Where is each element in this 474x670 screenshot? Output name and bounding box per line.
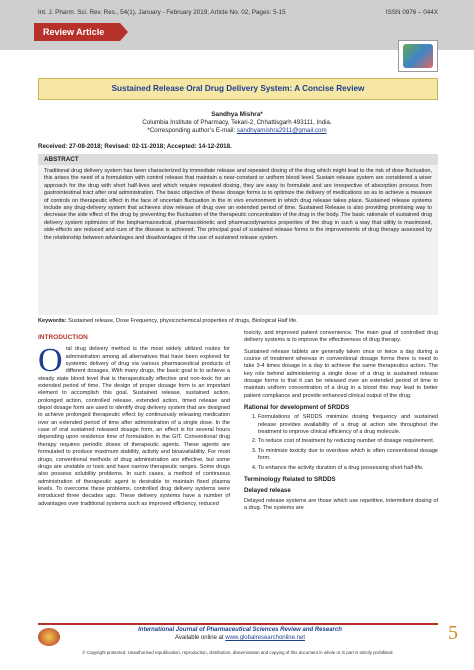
page-number: 5 xyxy=(448,622,458,644)
keywords xyxy=(38,318,438,325)
corresp-label: *Corresponding author’s E-mail: xyxy=(147,127,237,134)
journal-url-link[interactable]: www.globalresearchonline.net xyxy=(225,635,305,641)
delayed-release-heading: Delayed release xyxy=(244,487,291,495)
rationale-heading: Rational for development of SRDDS xyxy=(244,404,350,412)
author-name: Sandhya Mishra* xyxy=(211,111,263,118)
terminology-heading: Terminology Related to SRDDS xyxy=(244,475,336,483)
introduction-heading: INTRODUCTION xyxy=(38,334,88,341)
journal-logo xyxy=(398,40,438,72)
rationale-list xyxy=(244,414,438,471)
publisher-logo xyxy=(38,628,60,646)
right-paragraph-1: toxicity, and improved patient convenience. The main goal of controlled drug delivery systems is to improve the effectiveness of drug therapy. xyxy=(244,330,438,344)
article-dates: Received: 27-08-2018; Revised: 02-11-2018; Accepted: 14-12-2018. xyxy=(38,143,232,150)
left-column xyxy=(38,330,230,585)
abstract-text: Traditional drug delivery system has been characterized by immediate release and repeated dosing of the drug which might lead to the risk of dose fluctuation, this arises the need of a formulation with control release that maintain a near-constant or uniform blood level. Sustain release system are considered a wiser approach for the drug with short half-lives and which require repeated dosing, they are easy to formulate and are irrespective of absorption process from gastrointestinal tract after oral administration. The basic objective of these dosage forms is to optimize the delivery of medications so as to achieve a measure of controls on therapeutic effect in the face of uncertain fluctuation in the in vivo environment in which drug release takes place. Sustained release systems include any drug-delivery system that achieves slow release of drug over an extended period of time. Sustained Release is also providing promising way to decrease the side effect of the drug by preventing the fluctuation of the therapeutic concentration of the drug in the body. The basic rationale of sustained drug delivery system optimizes of the biopharmaceutical, pharmacokinetic and pharmacodynamics properties of the drug in such a way that utility is maximized, side-effects are reduced and cure of the disease is achieved. The principal goal of sustained release forms is the improvements of drug therapy assessed by the relationship between advantages and disadvantages of the use of sustained release system. xyxy=(38,165,438,315)
right-paragraph-2: Sustained release tablets are generally taken once or twice a day during a course of treatment whereas in conventional dosage forms there is need to take 3-4 times dosage in a day to achieve the same therapeutics action. The key role behind administering a single dose of a drug is sustained release dosage forms is that it can be released over an extended period of time to maintain uniform concentration of a drug in a blood this may lead to better patient compliance and provide enhanced clinical output of the drug. xyxy=(244,348,438,399)
intro-paragraph xyxy=(38,342,230,508)
ribbon-tail xyxy=(120,23,128,41)
list-item: 2. To reduce cost of treatment by reducing number of dosage requirement. xyxy=(258,438,438,445)
author-email-link[interactable]: sandhyamishra2911@gmail.com xyxy=(236,127,327,134)
author-affiliation: Columbia Institute of Pharmacy, Tekari-2, Chhattisgarh 493111, India. xyxy=(142,119,332,126)
journal-citation: Int. J. Pharm. Sci. Rev. Res., 54(1), January - February 2019; Article No. 02, Pages: 5-15 xyxy=(38,9,286,16)
issn-label: ISSN 0976 – 044X xyxy=(385,9,438,16)
keywords-text: Sustained release, Dose Frequency, physicochemical properties of drugs, Biological Half life. xyxy=(66,318,298,324)
list-item: 1. Formulations of SRDDS minimize dosing frequency and sustained release provides availability of a drug at action site throughout the treatment to improve clinical efficiency of a drug molecule. xyxy=(258,414,438,436)
footer-divider xyxy=(38,623,438,625)
footer-availability xyxy=(70,635,410,641)
copyright-notice: © Copyright protected. Unauthorised republication, reproduction, distribution, dissemination and copying of this document in whole or in part is strictly prohibited. xyxy=(82,650,394,655)
delayed-release-text: Delayed release systems are those which use repetitive, intermittent dosing of a drug. The systems are xyxy=(244,497,438,511)
footer-online-label: Available online at xyxy=(175,635,226,641)
keywords-label: Keywords: xyxy=(38,318,67,324)
cube-icon xyxy=(403,44,433,68)
drop-cap: O xyxy=(38,342,63,380)
footer-journal-name: International Journal of Pharmaceutical Sciences Review and Research xyxy=(138,627,342,633)
list-item: 4. To enhance the activity duration of a drug possessing short half-life. xyxy=(258,465,438,472)
article-title: Sustained Release Oral Drug Delivery System: A Concise Review xyxy=(111,84,365,93)
abstract-heading: ABSTRACT xyxy=(38,154,438,165)
intro-text: ral drug delivery method is the most widely utilized routes for administration among all alternatives that have been explored for systemic delivery of drug via various pharmaceutical products of different dosages. With many drugs, the basic goal is to achieve a steady state blood level that is therapeutically effective and non-toxic for an extended period of time. The design of proper dosage form is an important element to accomplish this goal. Sustained release, sustained action, prolonged action, controlled release, extended action, timed release and depot dosage form are used to identify drug delivery system that are designed to achieve prolonged therapeutic effect by continuously releasing medication over an extended period of time after administration of a single dose. In the case of oral sustained released dosage form, an effect is for several hours depending upon residence time of formulation in the GIT. Conventional drug therapy requires periodic doses of therapeutic agents. These agents are formulated to produce maximum stability, activity and bioavailability. For most drugs, conventional methods of drug administration are effective, but some drugs are unstable or toxic and have narrow therapeutic ranges. Some drugs also possess solubility problems. In such cases, a method of continuous administration of therapeutic agent is desirable to maintain fixed plasma levels. To overcome these problems, controlled drug delivery systems were introduced three decades ago. These delivery systems have a number of advantages over traditional systems such as improved efficiency, reduced xyxy=(38,346,230,507)
corresponding-author xyxy=(0,127,474,134)
article-type-ribbon: Review Article xyxy=(34,23,120,41)
title-box xyxy=(38,78,438,100)
right-column xyxy=(244,330,438,585)
list-item: 3. To minimize toxicity due to overdose which is often conventional dosage form. xyxy=(258,448,438,463)
